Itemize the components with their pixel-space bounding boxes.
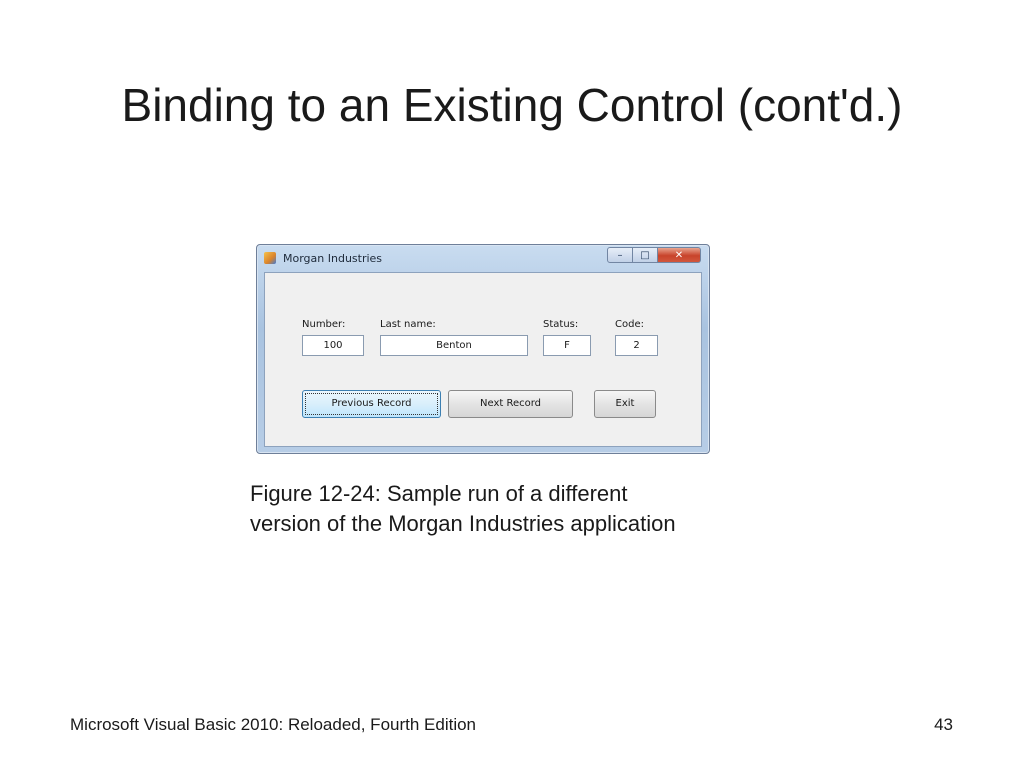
last-name-textbox[interactable]: Benton [380,335,528,356]
form-client-area [264,272,702,447]
figure-caption [250,479,770,539]
caption-line-2: version of the Morgan Industries application [250,511,676,536]
exit-button[interactable]: Exit [594,390,656,418]
number-label: Number: [302,319,346,330]
maximize-button[interactable]: □ [633,247,658,263]
minimize-button[interactable]: – [607,247,633,263]
last-name-label: Last name: [380,319,436,330]
window-titlebar[interactable] [257,245,709,271]
caption-line-1: Figure 12-24: Sample run of a different [250,481,628,506]
app-icon [264,252,276,264]
close-button[interactable]: ✕ [658,247,701,263]
code-label: Code: [615,319,644,330]
code-textbox[interactable]: 2 [615,335,658,356]
status-textbox[interactable]: F [543,335,591,356]
slide-title: Binding to an Existing Control (cont'd.) [121,79,903,131]
footer-book-title: Microsoft Visual Basic 2010: Reloaded, Fourth Edition [70,715,477,734]
next-record-button[interactable]: Next Record [448,390,573,418]
page-number: 43 [934,715,953,734]
previous-record-button[interactable]: Previous Record [302,390,441,418]
number-textbox[interactable]: 100 [302,335,364,356]
window-controls [607,247,701,264]
window-title: Morgan Industries [283,252,383,265]
morgan-industries-window [256,244,710,454]
status-label: Status: [543,319,579,330]
